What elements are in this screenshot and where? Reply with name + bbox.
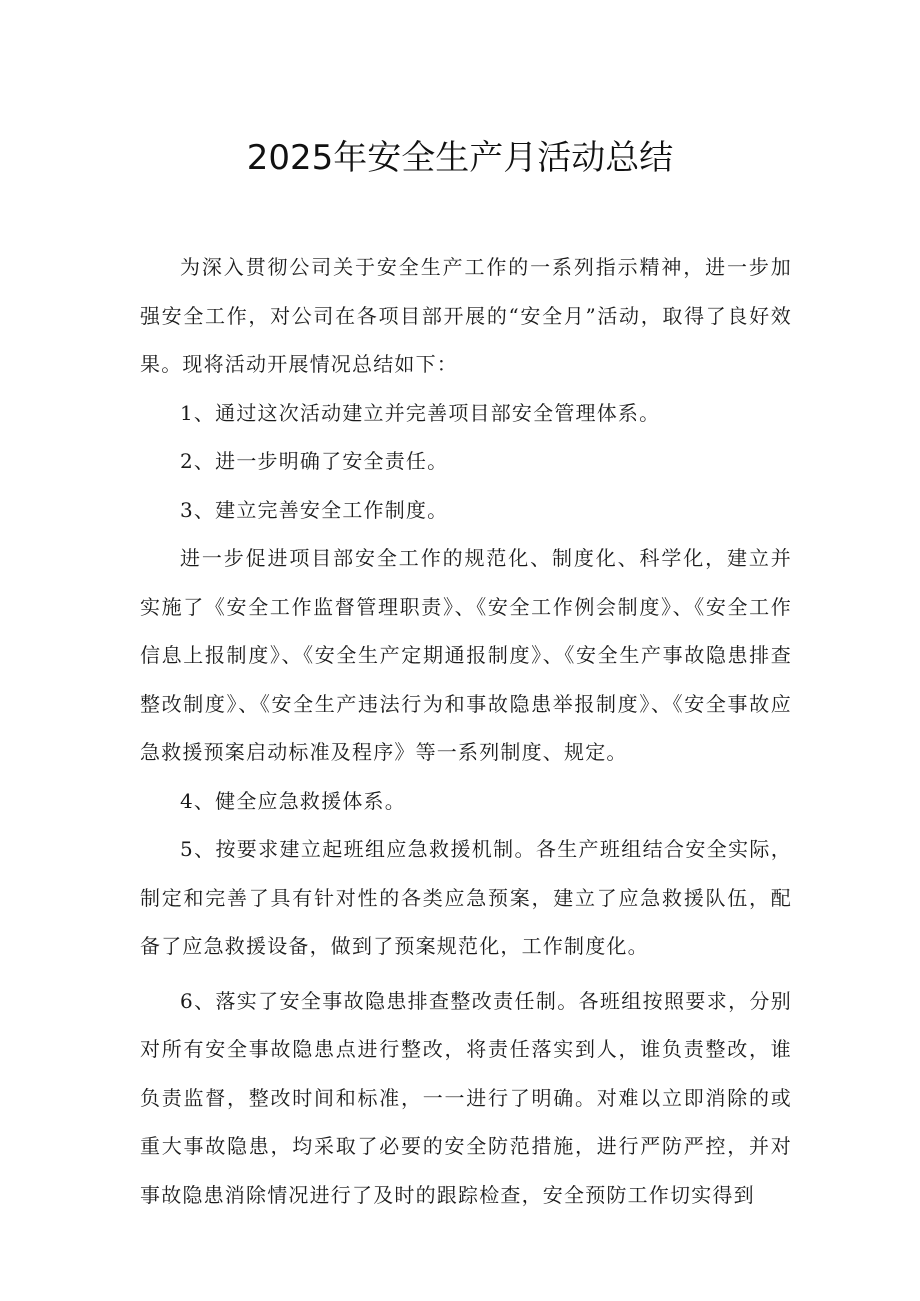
document-body [140,243,792,1219]
paragraph-regulations: 进一步促进项目部安全工作的规范化、制度化、科学化，建立并实施了《安全工作监督管理职责》、《安全工作例会制度》、《安全工作信息上报制度》、《安全生产定期通报制度》、《安全生产事故隐患排查整改制度》、《安全生产违法行为和事故隐患举报制度》、《安全事故应急救援预案启动标准及程序》等一系列制度、规定。 [140,546,792,764]
paragraph-intro: 为深入贯彻公司关于安全生产工作的一系列指示精神，进一步加强安全工作，对公司在各项目部开展的“安全月”活动，取得了良好效果。现将活动开展情况总结如下： [140,255,792,376]
paragraph-item-6: 6、落实了安全事故隐患排查整改责任制。各班组按照要求，分别对所有安全事故隐患点进行整改，将责任落实到人，谁负责整改，谁负责监督，整改时间和标准，一一进行了明确。对难以立即消除的或重大事故隐患，均采取了必要的安全防范措施，进行严防严控，并对事故隐患消除情况进行了及时的跟踪检查，安全预防工作切实得到 [140,988,792,1207]
paragraph-item-3: 3、建立完善安全工作制度。 [180,497,449,522]
paragraph-item-4: 4、健全应急救援体系。 [180,788,406,813]
paragraph-item-5: 5、按要求建立起班组应急救援机制。各生产班组结合安全实际，制定和完善了具有针对性的各类应急预案，建立了应急救援队伍，配备了应急救援设备，做到了预案规范化，工作制度化。 [140,837,792,958]
document-title: 2025年安全生产月活动总结 [246,138,674,178]
paragraph-item-1: 1、通过这次活动建立并完善项目部安全管理体系。 [180,400,661,425]
paragraph-item-2: 2、进一步明确了安全责任。 [180,449,449,473]
